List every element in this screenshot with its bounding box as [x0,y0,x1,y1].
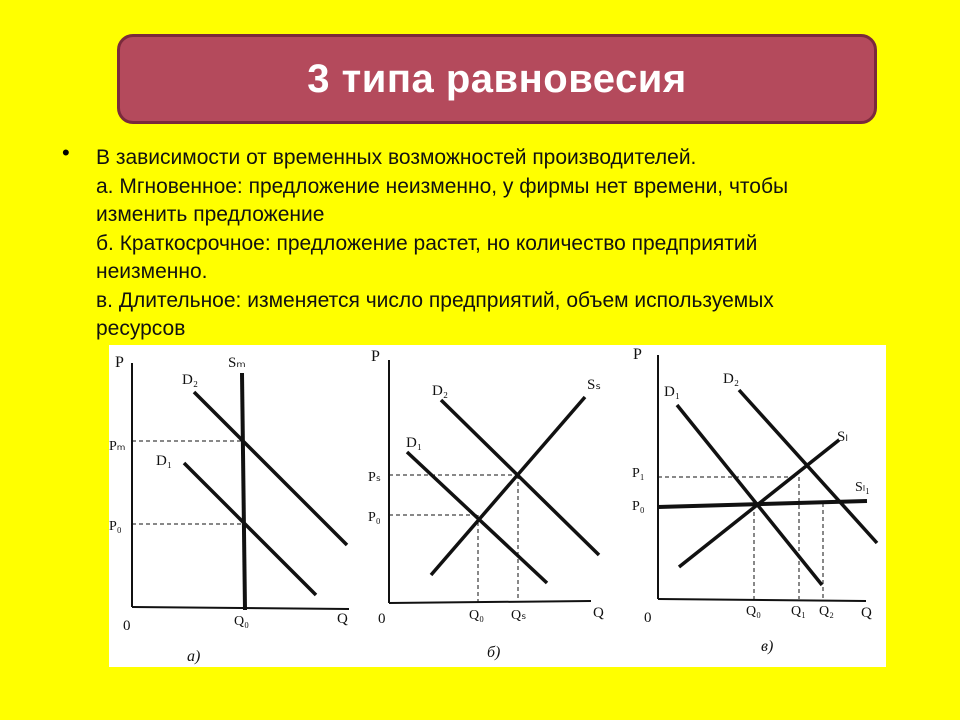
graph-a-caption: а) [187,648,201,665]
graph-c-p0-label: P₀ [632,499,645,514]
graph-c-demand2-label: D₂ [723,371,740,387]
graph-b-q-label: Q [593,605,604,621]
graph-b-qs-label: Qₛ [511,608,527,623]
graph-a-demand1-line [184,463,316,595]
graph-b-demand1-line [407,452,547,583]
text-line: неизменно. [96,260,208,283]
graph-c-supply-long-label: Sₗ₁ [855,480,870,495]
graph-c-demand1-line [677,405,822,585]
equilibrium-graphs [109,345,886,667]
bullet-text [96,144,896,344]
graph-a-q-label: Q [337,611,348,627]
text-line: б. Краткосрочное: предложение растет, но количество предприятий [96,231,758,255]
text-line: ресурсов [96,317,186,340]
graph-b-demand1-label: D₁ [406,435,423,451]
graph-a-supply-label: Sₘ [228,355,246,371]
graph-b-supply-label: Sₛ [587,377,601,393]
title-banner [117,34,877,124]
text-line: В зависимости от временных возможностей производителей. [96,146,697,169]
graph-b [389,360,599,603]
graph-a-origin-label: 0 [123,618,131,634]
graph-c-p-label: P [633,346,642,363]
graph-b-demand2-label: D₂ [432,383,449,399]
graph-a-q-axis [132,607,349,609]
graph-c-p1-label: P₁ [632,466,645,481]
graph-b-demand2-line [441,400,599,555]
text-line: изменить предложение [96,203,325,226]
graph-a-demand1-label: D₁ [156,453,173,469]
slide-title: 3 типа равновесия [307,56,687,101]
graph-b-p-label: P [371,348,380,365]
graph-a [132,363,349,610]
text-line: в. Длительное: изменяется число предприятий, объем используемых [96,288,774,312]
graph-b-q0-label: Q₀ [469,608,484,623]
graph-b-caption: б) [487,644,501,661]
graph-c-q-axis [658,599,866,601]
equilibrium-figure [109,345,886,667]
graph-c-q0-label: Q₀ [746,604,761,619]
graph-b-ps-label: Pₛ [368,470,382,485]
graph-a-p0-label: P₀ [109,519,122,534]
graph-a-q0-label: Q₀ [234,614,249,629]
text-line: а. Мгновенное: предложение неизменно, у фирмы нет времени, чтобы [96,174,789,198]
graph-a-demand2-label: D₂ [182,372,199,388]
graph-c-demand2-line [739,390,877,543]
bullet-marker: • [62,140,70,165]
graph-c-q-label: Q [861,605,872,621]
graph-c-demand1-label: D₁ [664,384,681,400]
graph-a-pm-label: Pₘ [109,439,126,454]
graph-c-origin-label: 0 [644,610,652,626]
graph-a-p-label: P [115,354,124,371]
graph-c-supply-short-label: Sₗ [837,429,848,445]
graph-b-q-axis [389,601,591,603]
graph-c-q1-label: Q₁ [791,604,806,619]
graph-c-q2-label: Q₂ [819,604,834,619]
graph-c-caption: в) [761,638,774,655]
graph-a-supply-line [242,373,245,610]
graph-c [658,355,877,601]
graph-b-origin-label: 0 [378,611,386,627]
graph-b-p0-label: P₀ [368,510,381,525]
graph-a-demand2-line [194,392,347,545]
